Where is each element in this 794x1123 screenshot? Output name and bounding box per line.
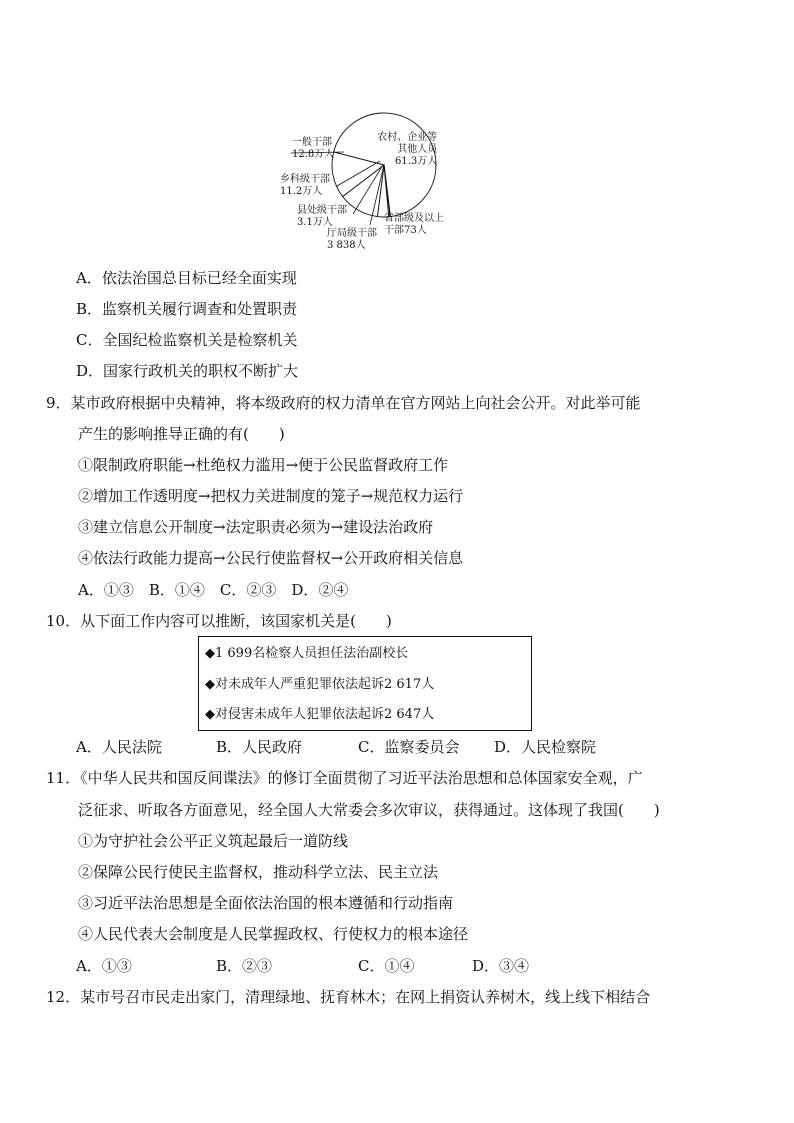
pie-label-township-line2: 11.2万人: [280, 186, 323, 197]
pie-label-other-line1: 农村、企业等: [377, 132, 438, 143]
q10-box-line-3: ◆对侵害未成年人犯罪依法起诉2 647人: [205, 707, 435, 722]
q10-box-line-1: ◆1 699名检察人员担任法治副校长: [205, 646, 409, 661]
q10-option-d: D．人民检察院: [494, 738, 597, 756]
q9-item-4: ④依法行政能力提高→公民行使监督权→公开政府相关信息: [78, 549, 464, 567]
q11-item-4: ④人民代表大会制度是人民掌握政权、行使权力的根本途径: [78, 925, 469, 943]
pie-label-township: [280, 174, 330, 198]
q8-option-c: C．全国纪检监察机关是检察机关: [76, 331, 298, 349]
pie-label-township-line1: 乡科级干部: [280, 174, 330, 185]
pie-label-bureau-line2: 3 838人: [327, 240, 366, 251]
q9-item-3: ③建立信息公开制度→法定职责必须为→建设法治政府: [78, 518, 434, 536]
pie-label-ministerial-line2: 干部73人: [384, 225, 427, 236]
q11-option-a: A．①③: [76, 957, 132, 975]
q11-option-c: C．①④: [358, 957, 415, 975]
q8-option-d: D．国家行政机关的职权不断扩大: [76, 362, 299, 380]
q11-item-2: ②保障公民行使民主监督权，推动科学立法、民主立法: [78, 863, 439, 881]
q10-stem: 10．从下面工作内容可以推断，该国家机关是( ): [46, 612, 392, 630]
pie-label-ministerial: [384, 213, 444, 237]
q9-item-2: ②增加工作透明度→把权力关进制度的笼子→规范权力运行: [78, 487, 464, 505]
pie-label-general-line2: 12.8万人: [292, 149, 335, 160]
pie-label-other-line3: 61.3万人: [395, 156, 438, 167]
q11-item-3: ③习近平法治思想是全面依法治国的根本遵循和行动指南: [78, 894, 454, 912]
q11-stem-line1: 11．《中华人民共和国反间谍法》的修订全面贯彻了习近平法治思想和总体国家安全观，广: [46, 769, 643, 787]
q8-option-b: B．监察机关履行调查和处置职责: [76, 300, 298, 318]
q10-option-c: C．监察委员会: [358, 738, 460, 756]
q12-stem-line1: 12．某市号召市民走出家门，清理绿地、抚育林木；在网上捐资认养树木，线上线下相结合: [46, 988, 651, 1006]
q9-stem-line2: 产生的影响推导正确的有( ): [78, 425, 285, 443]
q9-stem-line1: 9．某市政府根据中央精神，将本级政府的权力清单在官方网站上向社会公开。对此举可能: [46, 394, 641, 412]
pie-label-bureau-line1: 厅局级干部: [327, 228, 377, 239]
q11-item-1: ①为守护社会公平正义筑起最后一道防线: [78, 832, 349, 850]
pie-label-other-line2: 其他人员: [397, 144, 438, 155]
q9-item-1: ①限制政府职能→杜绝权力滥用→便于公民监督政府工作: [78, 456, 449, 474]
q9-options: A．①③ B．①④ C．②③ D．②④: [78, 581, 349, 599]
pie-label-county-line1: 县处级干部: [297, 205, 347, 216]
q11-stem-line2: 泛征求、听取各方面意见，经全国人大常委会多次审议，获得通过。这体现了我国( ): [78, 801, 660, 819]
q10-info-box: [198, 636, 532, 731]
pie-label-county: [297, 205, 347, 229]
q11-option-b: B．②③: [216, 957, 273, 975]
q11-option-d: D．③④: [472, 957, 530, 975]
pie-label-county-line2: 3.1万人: [297, 217, 333, 228]
pie-label-other: [373, 132, 437, 168]
pie-label-general: [292, 137, 334, 161]
q10-box-line-2: ◆对未成年人严重犯罪依法起诉2 617人: [205, 677, 435, 692]
q10-option-a: A．人民法院: [76, 738, 162, 756]
q10-option-b: B．人民政府: [216, 738, 303, 756]
pie-label-general-line1: 一般干部: [292, 137, 332, 148]
pie-label-ministerial-line1: 省部级及以上: [384, 213, 444, 224]
q8-option-a: A．依法治国总目标已经全面实现: [76, 269, 297, 287]
pie-label-bureau: [327, 228, 377, 252]
pie-chart: [280, 105, 460, 251]
